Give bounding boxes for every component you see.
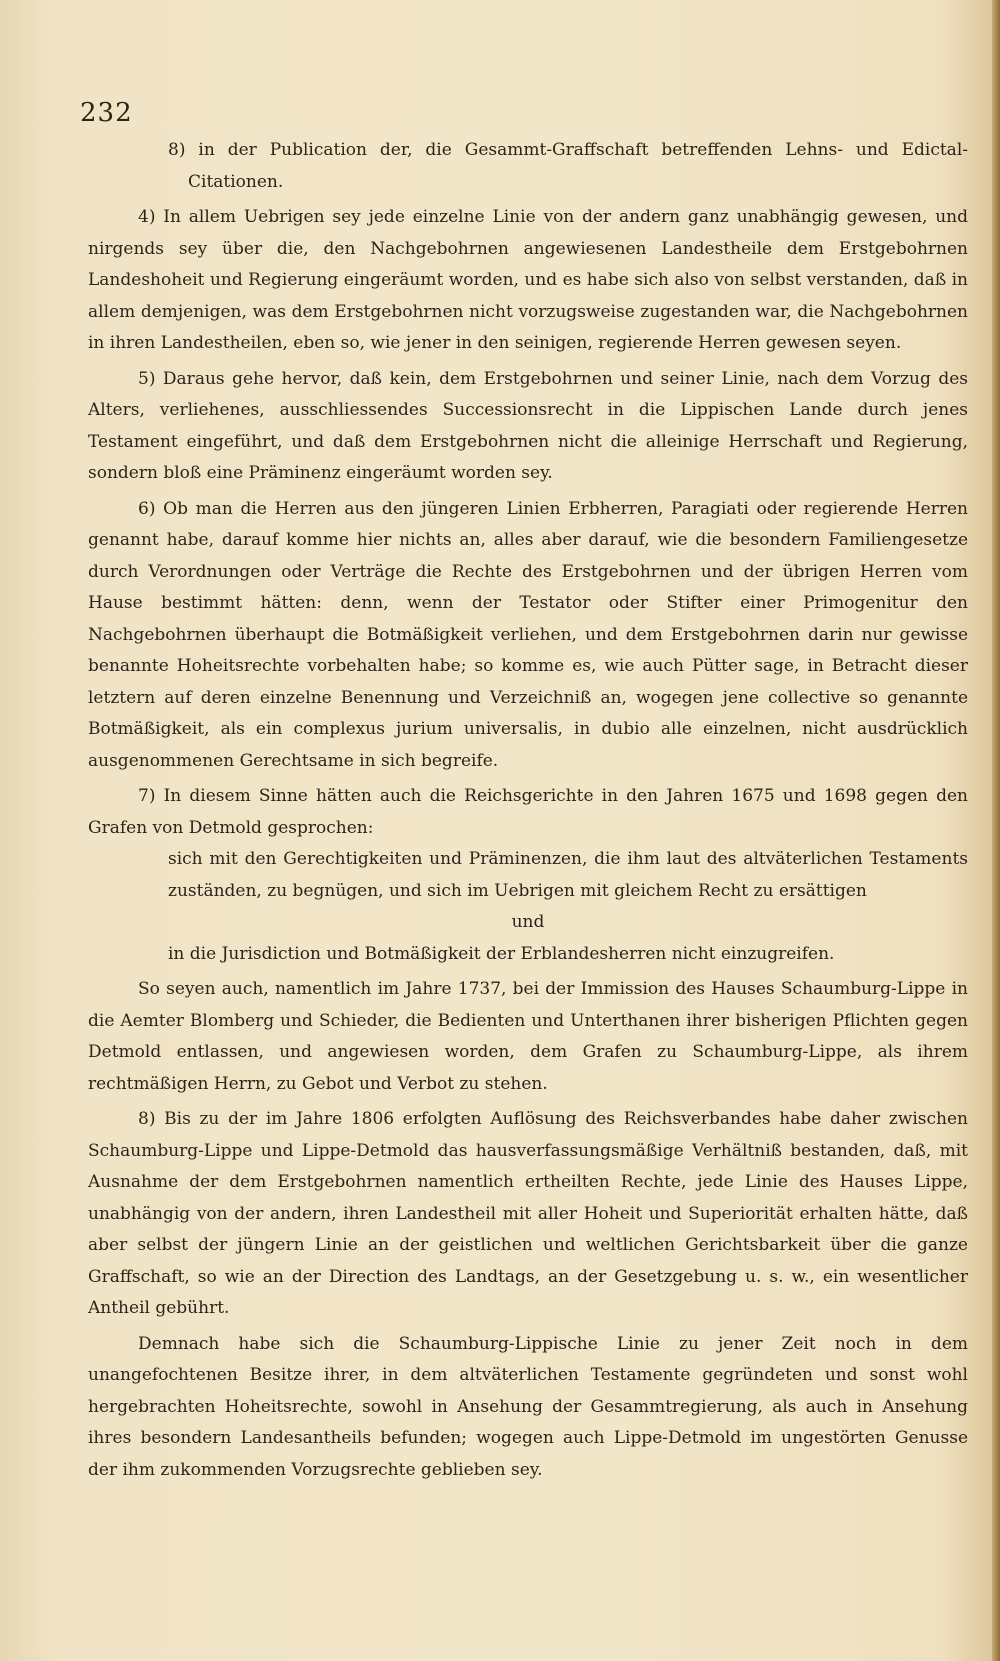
paragraph-1737: So seyen auch, namentlich im Jahre 1737, bei der Immission des Hauses Schaumburg-Lippe in die Aemter Blomberg und Schieder, die Bedienten und Unterthanen ihrer bisherigen Pflichten gegen Detmold entlassen, und angewiesen worden, dem Grafen zu Schaumburg-Lippe, als ihrem rechtmäßigen Herrn, zu Gebot und Verbot zu stehen. bbox=[88, 979, 968, 1094]
paragraph-5: 5) Daraus gehe hervor, daß kein, dem Erstgebohrnen und seiner Linie, nach dem Vorzug des Alters, verliehenes, ausschliessendes Successionsrecht in die Lippischen Lande durch jenes Testament eingeführt, und daß dem Erstgebohrnen nicht die alleinige Herrschaft und Regierung, sondern bloß eine Präminenz eingeräumt worden sey. bbox=[88, 368, 968, 483]
paragraph-8: 8) Bis zu der im Jahre 1806 erfolgten Auflösung des Reichsverbandes habe daher zwischen Schaumburg-Lippe und Lippe-Detmold das hausverfassungsmäßige Verhältniß bestanden, daß, mit Ausnahme der dem Erstgebohrnen namentlich ertheilten Rechte, jede Linie des Hauses Lippe, unabhängig von der andern, ihren Landestheil mit aller Hoheit und Superiorität erhalten hätte, daß aber selbst der jüngern Linie an der geistlichen und weltlichen Gerichtsbarkeit über die ganze Graffschaft, so wie an der Direction des Landtags, an der Gesetzgebung u. s. w., ein wesentlicher Antheil gebührt. bbox=[88, 1109, 968, 1318]
quote-jurisdiction: in die Jurisdiction und Botmäßigkeit der Erblandesherren nicht einzugreifen. bbox=[168, 943, 835, 964]
page-number: 232 bbox=[80, 98, 133, 128]
quote-reichsgerichte: sich mit den Gerechtigkeiten und Präminenzen, die ihm laut des altväterlichen Testaments zuständen, zu begnügen, und sich im Uebrigen mit gleichem Recht zu ersättigen bbox=[168, 849, 968, 901]
paragraph-item-8-publication: 8) in der Publication der, die Gesammt-Graffschaft betreffenden Lehns- und Edictal-Citationen. bbox=[168, 140, 968, 192]
page-edge bbox=[992, 0, 1000, 1661]
body-text bbox=[88, 135, 968, 1486]
paragraph-4: 4) In allem Uebrigen sey jede einzelne Linie von der andern ganz unabhängig gewesen, und nirgends sey über die, den Nachgebohrnen angewiesenen Landestheile dem Erstgebohrnen Landeshoheit und Regierung eingeräumt worden, und es habe sich also von selbst verstanden, daß in allem demjenigen, was dem Erstgebohrnen nicht vorzugsweise zugestanden war, die Nachgebohrnen in ihren Landestheilen, eben so, wie jener in den seinigen, regierende Herren gewesen seyen. bbox=[88, 207, 968, 353]
paragraph-demnach: Demnach habe sich die Schaumburg-Lippische Linie zu jener Zeit noch in dem unangefochtenen Besitze ihrer, in dem altväterlichen Testamente gegründeten und sonst wohl hergebrachten Hoheitsrechte, sowohl in Ansehung der Gesammtregierung, als auch in Ansehung ihres besondern Landesantheils befunden; wogegen auch Lippe-Detmold im ungestörten Genusse der ihm zukommenden Vorzugsrechte geblieben sey. bbox=[88, 1333, 968, 1480]
quote-connector: und bbox=[511, 912, 545, 932]
paragraph-6: 6) Ob man die Herren aus den jüngeren Linien Erbherren, Paragiati oder regierende Herren genannt habe, darauf komme hier nichts an, alles aber darauf, wie die besondern Familiengesetze durch Verordnungen oder Verträge die Rechte des Erstgebohrnen und der übrigen Herren vom Hause bestimmt hätten: denn, wenn der Testator oder Stifter einer Primogenitur den Nachgebohrnen überhaupt die Botmäßigkeit verliehen, und dem Erstgebohrnen darin nur gewisse benannte Hoheitsrechte vorbehalten habe; so komme es, wie auch Pütter sage, in Betracht dieser letztern auf deren einzelne Benennung und Verzeichniß an, wogegen jene collective so genannte Botmäßigkeit, als ein complexus jurium universalis, in dubio alle einzelnen, nicht ausdrücklich ausgenommenen Gerechtsame in sich begreife. bbox=[88, 498, 968, 771]
paragraph-7: 7) In diesem Sinne hätten auch die Reichsgerichte in den Jahren 1675 und 1698 gegen den Grafen von Detmold gesprochen: bbox=[88, 786, 968, 838]
